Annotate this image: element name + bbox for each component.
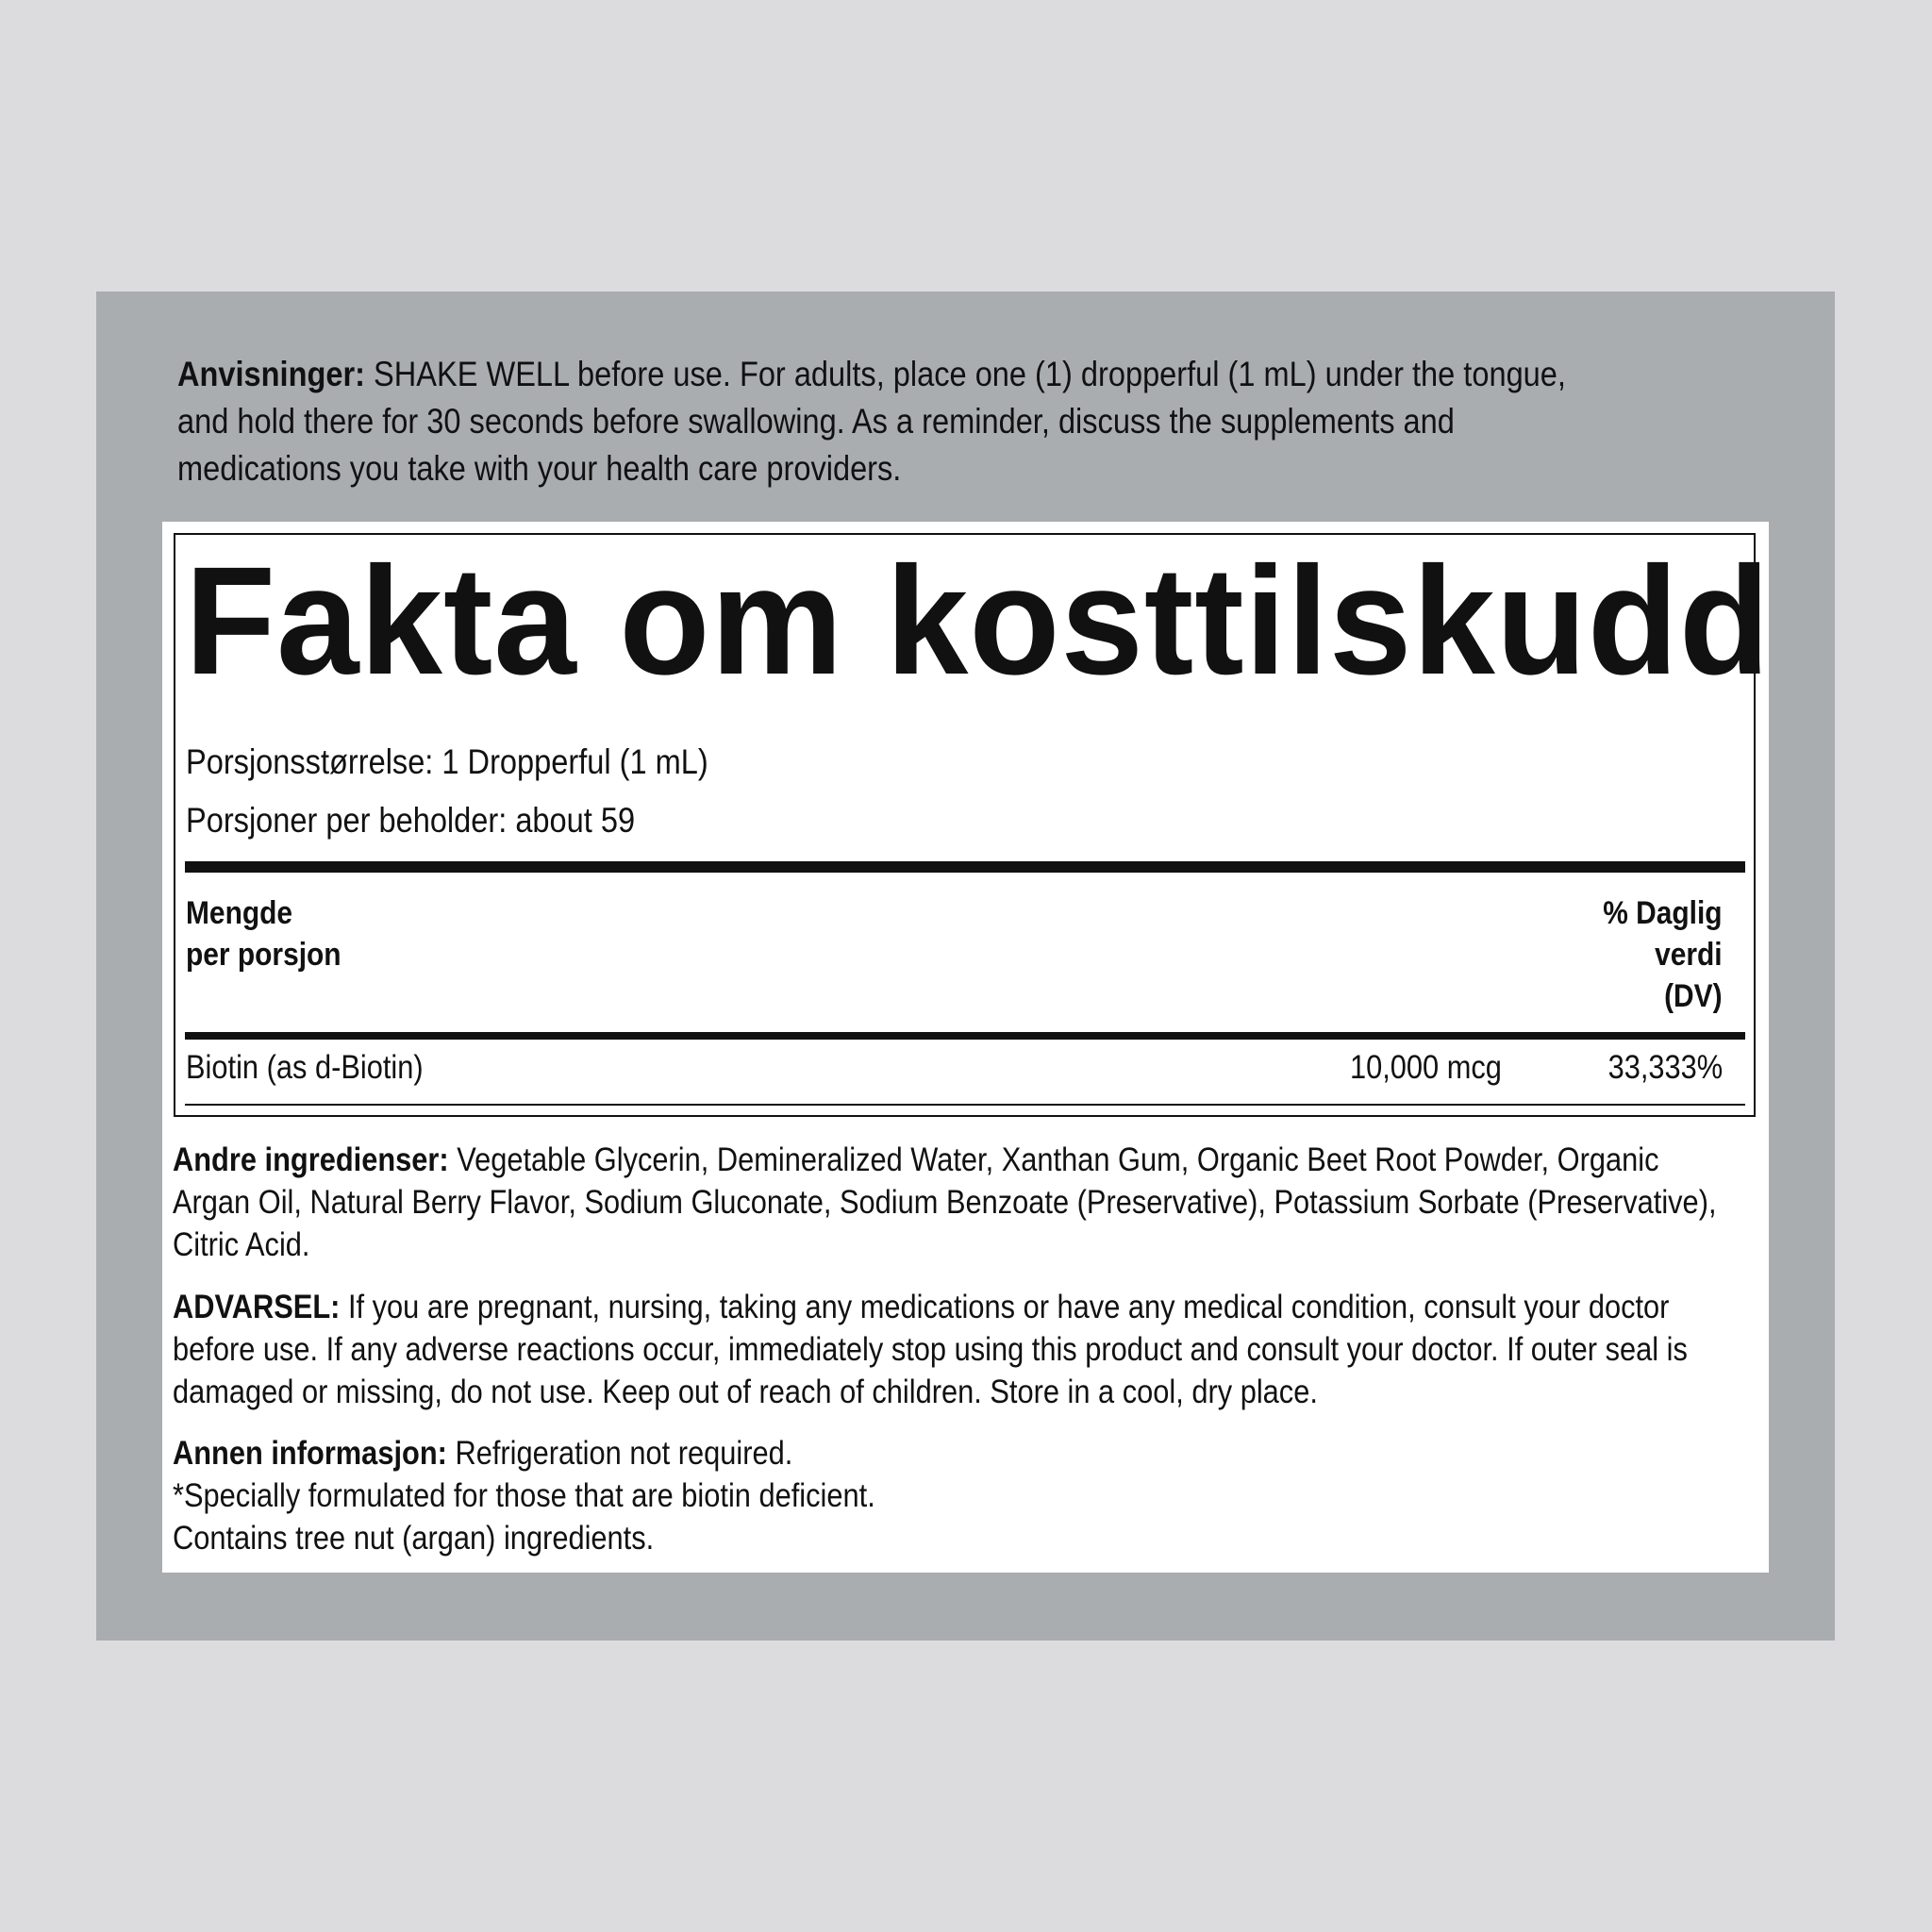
thick-divider-bottom (185, 1032, 1745, 1040)
nutrient-amount: 10,000 mcg (1350, 1049, 1502, 1086)
nutrient-daily-value: 33,333% (1607, 1049, 1723, 1086)
other-info-label: Annen informasjon: (173, 1435, 447, 1472)
serving-size: Porsjonsstørrelse: 1 Dropperful (1 mL) (186, 742, 708, 781)
warning-paragraph (173, 1286, 1733, 1413)
other-ingredients-label: Andre ingredienser: (173, 1141, 449, 1178)
other-info-line-1 (173, 1432, 1733, 1474)
table-bottom-rule (185, 1104, 1745, 1106)
directions-label: Anvisninger: (177, 355, 366, 393)
servings-per-container: Porsjoner per beholder: about 59 (186, 801, 636, 840)
other-info-line-3: Contains tree nut (argan) ingredients. (173, 1520, 655, 1557)
other-info-line-2: *Specially formulated for those that are biotin deficient. (173, 1477, 875, 1514)
directions-text: SHAKE WELL before use. For adults, place one (1) dropperful (1 mL) under the tongue, and hold there for 30 seconds before swallowing. As a reminder, discuss the supplements and medications you take with your health care providers. (177, 355, 1566, 488)
other-information-paragraph (173, 1432, 1733, 1559)
nutrient-name: Biotin (as d-Biotin) (186, 1049, 424, 1086)
thick-divider-top (185, 861, 1745, 873)
other-info-text: Refrigeration not required. (446, 1435, 793, 1472)
warning-text: If you are pregnant, nursing, taking any medications or have any medical condition, consult your doctor before use. If any adverse reactions occur, immediately stop using this product and consult your doctor. If outer seal is damaged or missing, do not use. Keep out of reach of children. Store in a cool, dry place. (173, 1289, 1688, 1410)
directions-paragraph (177, 351, 1589, 492)
daily-value-header: % Daglig verdi (DV) (1603, 895, 1723, 1014)
supplement-facts-title: Fakta om kosttilskudd (185, 534, 1771, 707)
amount-per-serving-header: Mengde per porsjon (186, 895, 341, 973)
other-ingredients-paragraph (173, 1139, 1733, 1266)
other-ingredients-text: Vegetable Glycerin, Demineralized Water, Xanthan Gum, Organic Beet Root Powder, Organic Argan Oil, Natural Berry Flavor, Sodium Gluconate, Sodium Benzoate (Preservative), Potassium Sorbate (Preservative), Citric Acid. (173, 1141, 1717, 1263)
warning-label: ADVARSEL: (173, 1289, 341, 1325)
